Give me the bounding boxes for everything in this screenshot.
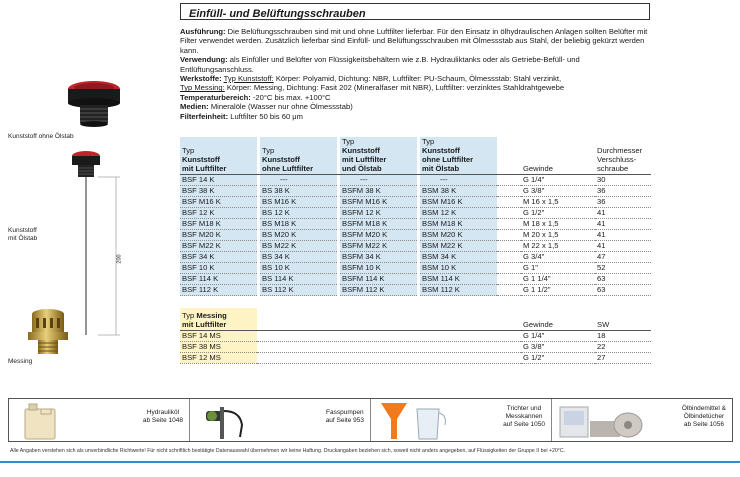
ausfuehrung-label: Ausführung: [180, 27, 226, 36]
table-cell: M 16 x 1,5 [521, 197, 595, 208]
table-cell: 18 [595, 330, 651, 341]
filter-label: Filterfeinheit: [180, 111, 229, 121]
table-cell: BSM M16 K [420, 197, 497, 208]
table-cell: BS M20 K [260, 230, 337, 241]
related-line: Trichter und [506, 405, 542, 412]
table-cell: BSF 38 K [180, 186, 257, 197]
table-cell: BSF M18 K [180, 219, 257, 230]
medien-text: Mineralöle (Wasser nur ohne Ölmessstab) [208, 102, 353, 112]
related-oelbindemittel[interactable] [552, 399, 732, 441]
table-cell: BSF 14 MS [180, 330, 257, 341]
table-row [180, 219, 651, 230]
table-cell: G 3/8" [521, 186, 595, 197]
table-cell: BSFM M22 K [340, 241, 417, 252]
table-cell: BSM 114 K [420, 274, 497, 285]
table-cell: 41 [595, 230, 651, 241]
related-line: auf Seite 1050 [503, 421, 545, 428]
table-row [180, 341, 651, 352]
table-cell: G 3/8" [521, 341, 595, 352]
messing-header-gewinde: Gewinde [521, 308, 595, 330]
ausfuehrung-text: Die Belüftungsschrauben sind mit und ohne Luftfilter lieferbar. Für den Einsatz in ölhydraulischen Anlagen sollten Belüfter mit Filter verwendet werden. Zusätzlich lieferbar sind Einfüll- und Belüftungsschrauben mit Ölmessstab aus Stahl, der beliebig gekürzt werden kann. [180, 27, 648, 55]
related-line: Hydrauliköl [146, 409, 180, 416]
table-cell: G 1/4" [521, 175, 595, 186]
table-cell: BS 114 K [260, 274, 337, 285]
verwendung-label: Verwendung: [180, 55, 228, 65]
table-cell: BSFM M16 K [340, 197, 417, 208]
header-durchmesser-line3: schraube [597, 164, 629, 173]
table-row [180, 175, 651, 186]
table-row [180, 252, 651, 263]
related-hydraulikoel[interactable] [9, 399, 190, 441]
werkstoffe-paragraph [180, 74, 650, 83]
table-cell: BSF 34 K [180, 252, 257, 263]
related-text [503, 405, 545, 429]
label-messing: Messing [8, 358, 33, 365]
related-line: Fasspumpen [326, 409, 364, 416]
table-cell: BSM M22 K [420, 241, 497, 252]
table-cell: BSM M18 K [420, 219, 497, 230]
temperature-text: -20°C bis max. +100°C [250, 92, 331, 102]
table-cell: 41 [595, 208, 651, 219]
table-cell: BS 10 K [260, 263, 337, 274]
footer-strip [0, 463, 740, 477]
table-cell: 30 [595, 175, 651, 186]
table-cell: BSM 34 K [420, 252, 497, 263]
table-row [180, 330, 651, 341]
label-dimension-200: 200 [116, 254, 123, 264]
related-text [326, 409, 364, 425]
header-filter-label: ohne Luftfilter [262, 164, 314, 173]
table-cell: 63 [595, 285, 651, 296]
absorbent-roll-icon [558, 401, 648, 441]
table-cell: BS 38 K [260, 186, 337, 197]
funnel-and-measuring-jug-icon [377, 399, 457, 443]
table-cell: BS 34 K [260, 252, 337, 263]
header-gewinde: Gewinde [521, 137, 595, 175]
table-row [180, 208, 651, 219]
ausfuehrung-paragraph [180, 27, 650, 55]
table-cell: 41 [595, 241, 651, 252]
temperature-paragraph [180, 93, 650, 102]
label-kunststoff-mit-oelstab-line1: Kunststoff [8, 227, 37, 234]
table-cell: BSF 112 K [180, 285, 257, 296]
table-header-row [180, 137, 651, 175]
related-trichter[interactable] [371, 399, 552, 441]
table-cell: BSFM 10 K [340, 263, 417, 274]
table-cell: BS M18 K [260, 219, 337, 230]
related-line: Messkannen [505, 413, 543, 420]
filter-text: Luftfilter 50 bis 60 μm [228, 111, 303, 121]
barrel-pump-icon [200, 401, 248, 441]
table-cell: BSF 114 K [180, 274, 257, 285]
related-products-bar [8, 398, 733, 442]
label-kunststoff-mit-oelstab-line2: mit Ölstab [8, 235, 38, 242]
label-kunststoff-ohne-oelstab: Kunststoff ohne Ölstab [8, 133, 74, 140]
table-cell: M 20 x 1,5 [521, 230, 595, 241]
disclaimer-text: Alle Angaben verstehen sich als unverbindliche Richtwerte! Für nicht schriftlich bestätigte Datenauswahl übernehmen wir keine Haftung. Druckangaben beziehen sich, soweit nicht anders angegeben, auf Flüssigkeiten der Gruppe II bei +20°C. [10, 448, 566, 454]
messing-material-paragraph [180, 83, 650, 92]
header-typ-label: Typ [182, 146, 195, 155]
table-cell: G 1/4" [521, 330, 595, 341]
table-cell: BSF M16 K [180, 197, 257, 208]
table-row [180, 274, 651, 285]
table-cell: 63 [595, 274, 651, 285]
related-text [682, 405, 726, 429]
plastic-breather-cap-image [62, 80, 126, 132]
messing-header-line1 [182, 311, 255, 320]
table-cell: G 3/4" [521, 252, 595, 263]
table-cell: G 1/2" [521, 352, 595, 363]
medien-label: Medien: [180, 102, 209, 112]
table-cell: --- [260, 175, 337, 186]
messing-header-row [180, 308, 651, 330]
table-cell: BSM 38 K [420, 186, 497, 197]
messing-header-sw: SW [595, 308, 651, 330]
table-cell: 27 [595, 352, 651, 363]
header-oelstab-label: mit Ölstab [422, 164, 460, 173]
related-line: Ölbindetücher [683, 413, 725, 420]
table-cell: BS 112 K [260, 285, 337, 296]
header-material-label: Kunststoff [342, 146, 380, 155]
table-row [180, 230, 651, 241]
header-typ-label: Typ [422, 137, 435, 146]
header-durchmesser-line2: Verschluss- [597, 155, 637, 164]
table-cell: BSF M20 K [180, 230, 257, 241]
header-durchmesser [595, 137, 651, 175]
table-cell: BSF 14 K [180, 175, 257, 186]
table-cell: BSF M22 K [180, 241, 257, 252]
table-cell: BSM M20 K [420, 230, 497, 241]
table-cell: 52 [595, 263, 651, 274]
header-durchmesser-line1: Durchmesser [597, 146, 643, 155]
related-line: Ölbindemittel & [681, 405, 726, 412]
header-filter-label: ohne Luftfilter [422, 155, 474, 164]
header-mit-luftfilter [180, 137, 257, 175]
table-cell: G 1 1/2" [521, 285, 595, 296]
table-cell: BSF 10 K [180, 263, 257, 274]
table-row [180, 197, 651, 208]
table-cell: G 1 1/4" [521, 274, 595, 285]
table-row [180, 285, 651, 296]
header-material-label: Kunststoff [262, 155, 300, 164]
oil-canister-icon [23, 403, 57, 441]
related-line: auf Seite 953 [325, 417, 364, 424]
table-cell: G 1" [521, 263, 595, 274]
messing-header-filter-label: mit Luftfilter [182, 319, 227, 329]
werkstoffe-kunststoff-text: Körper: Polyamid, Dichtung: NBR, Luftfilter: PU-Schaum, Ölmessstab: Stahl verzinkt, [273, 74, 562, 84]
werkstoffe-messing-label: Typ Messing: [180, 83, 225, 93]
label-kunststoff-mit-oelstab [8, 227, 37, 243]
table-cell: BSFM 114 K [340, 274, 417, 285]
table-row [180, 241, 651, 252]
table-cell: BSF 12 K [180, 208, 257, 219]
header-typ-label: Typ [262, 146, 275, 155]
table-row [180, 352, 651, 363]
header-ohne-luftfilter-oelstab [420, 137, 497, 175]
brass-breather-cap-image [26, 308, 70, 358]
table-cell: 47 [595, 252, 651, 263]
table-cell: BSFM 12 K [340, 208, 417, 219]
table-cell: 41 [595, 219, 651, 230]
table-cell: BSM 12 K [420, 208, 497, 219]
header-material-label: Kunststoff [182, 155, 220, 164]
table-row [180, 186, 651, 197]
table-cell: BS M16 K [260, 197, 337, 208]
table-cell: BSM 10 K [420, 263, 497, 274]
section-title-bar [180, 3, 650, 20]
related-fasspumpen[interactable] [190, 399, 371, 441]
messing-header-typ-label: Typ [182, 310, 195, 320]
table-cell: BSFM 112 K [340, 285, 417, 296]
related-text [143, 409, 183, 425]
related-line: ab Seite 1056 [683, 421, 725, 428]
table-cell: M 18 x 1,5 [521, 219, 595, 230]
verwendung-text: als Einfüller und Belüfter von Flüssigkeitsbehältern wie z.B. Hydrauliktanks oder als Getriebe-Befüll- und Entlüftungsanschluss. [180, 55, 580, 74]
page-title: Einfüll- und Belüftungsschrauben [189, 8, 366, 20]
product-table-kunststoff [180, 137, 651, 296]
table-cell: --- [420, 175, 497, 186]
messing-header-material-label: Messing [196, 310, 227, 320]
table-cell: BSM 112 K [420, 285, 497, 296]
table-cell: BS 12 K [260, 208, 337, 219]
temperature-label: Temperaturbereich: [180, 92, 251, 102]
medien-paragraph [180, 102, 650, 111]
product-description [180, 27, 650, 121]
header-filter-label: mit Luftfilter [182, 164, 227, 173]
table-cell: 36 [595, 197, 651, 208]
header-mit-luftfilter-oelstab [340, 137, 417, 175]
table-cell: BS M22 K [260, 241, 337, 252]
table-cell: BSFM M20 K [340, 230, 417, 241]
header-material-label: Kunststoff [422, 146, 460, 155]
table-cell: BSFM 34 K [340, 252, 417, 263]
header-typ-label: Typ [342, 137, 355, 146]
header-oelstab-label: und Ölstab [342, 164, 382, 173]
table-row [180, 263, 651, 274]
werkstoffe-messing-text: Körper: Messing, Dichtung: Fasit 202 (Mineralfaser mit NBR), Luftfilter: verzinktes Stahldrahtgewebe [224, 83, 565, 93]
verwendung-paragraph [180, 55, 650, 74]
product-table-messing [180, 308, 651, 364]
plastic-breather-dipstick-image [68, 150, 124, 340]
table-cell: M 22 x 1,5 [521, 241, 595, 252]
table-cell: BSF 12 MS [180, 352, 257, 363]
table-cell: G 1/2" [521, 208, 595, 219]
table-cell: BSFM 38 K [340, 186, 417, 197]
table-cell: BSF 38 MS [180, 341, 257, 352]
table-cell: --- [340, 175, 417, 186]
werkstoffe-kunststoff-label: Typ Kunststoff: [223, 74, 274, 84]
table-cell: 36 [595, 186, 651, 197]
header-filter-label: mit Luftfilter [342, 155, 387, 164]
table-cell: 22 [595, 341, 651, 352]
messing-header-typ [180, 308, 257, 330]
table-cell: BSFM M18 K [340, 219, 417, 230]
related-line: ab Seite 1048 [142, 417, 183, 424]
filter-paragraph [180, 112, 650, 121]
werkstoffe-label: Werkstoffe: [180, 74, 222, 84]
header-ohne-luftfilter [260, 137, 337, 175]
